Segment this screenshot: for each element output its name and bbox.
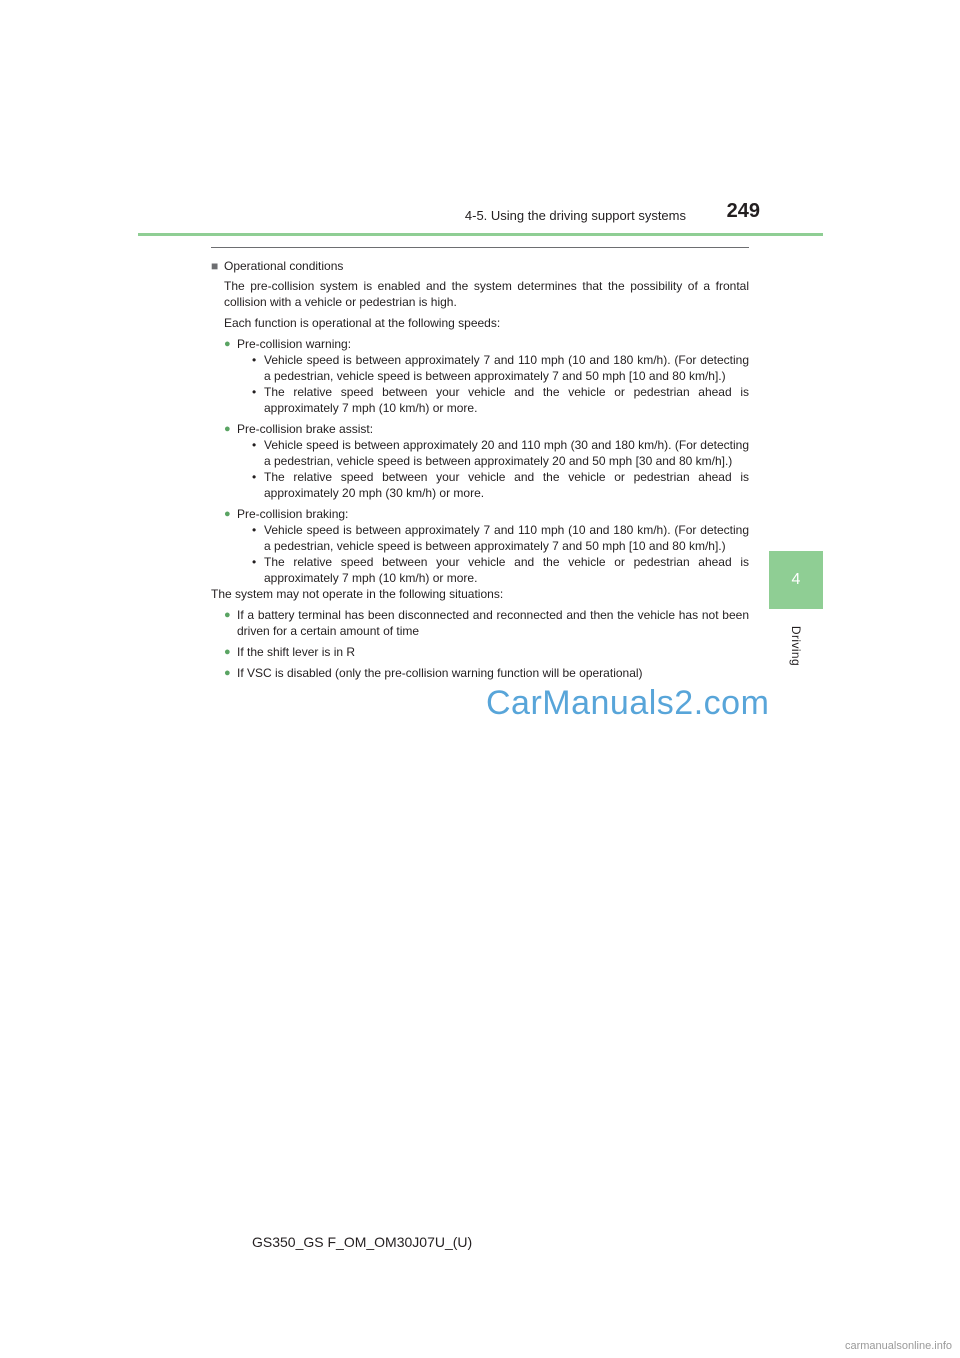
section-heading-text: Operational conditions [224, 259, 344, 273]
section-heading [211, 258, 749, 274]
condition-text: The relative speed between your vehicle and the vehicle or pedestrian ahead is approximately 7 mph (10 km/h) or more. [264, 385, 749, 415]
dot-bullet-icon: • [252, 555, 257, 569]
speeds-intro: Each function is operational at the following speeds: [224, 316, 501, 330]
condition-item [224, 522, 749, 554]
round-bullet-icon: ● [224, 508, 231, 520]
round-bullet-icon: ● [224, 609, 231, 621]
condition-item [224, 554, 749, 586]
page-number: 249 [726, 200, 760, 222]
situation-item [224, 607, 749, 639]
function-name: Pre-collision braking: [237, 507, 349, 521]
chapter-tab [769, 551, 823, 609]
situation-item [224, 644, 749, 660]
function-item [224, 421, 749, 437]
section-content [211, 258, 749, 681]
condition-text: Vehicle speed is between approximately 7 and 110 mph (10 and 180 km/h). (For detecting a pedestrian, vehicle speed is between approximately 7 and 50 mph [10 and 80 km/h].) [264, 523, 749, 553]
intro-paragraph: The pre-collision system is enabled and the system determines that the possibility of a frontal collision with a vehicle or pedestrian is high. [224, 279, 749, 309]
round-bullet-icon: ● [224, 338, 231, 350]
situation-text: If VSC is disabled (only the pre-collision warning function will be operational) [237, 666, 643, 680]
dot-bullet-icon: • [252, 438, 257, 452]
condition-text: The relative speed between your vehicle and the vehicle or pedestrian ahead is approximately 7 mph (10 km/h) or more. [264, 555, 749, 585]
condition-item [224, 469, 749, 501]
condition-item [224, 437, 749, 469]
dot-bullet-icon: • [252, 353, 257, 367]
function-name: Pre-collision brake assist: [237, 422, 374, 436]
document-code: GS350_GS F_OM_OM30J07U_(U) [252, 1234, 473, 1250]
condition-text: Vehicle speed is between approximately 20 and 110 mph (30 and 180 km/h). (For detecting a pedestrian, vehicle speed is between approximately 20 and 50 mph [30 and 80 km/h].) [264, 438, 749, 468]
round-bullet-icon: ● [224, 423, 231, 435]
condition-item [224, 384, 749, 416]
situation-text: If the shift lever is in R [237, 645, 356, 659]
dot-bullet-icon: • [252, 385, 257, 399]
function-item [224, 336, 749, 352]
watermark-logo: CarManuals2.com [486, 684, 770, 722]
chapter-number: 4 [791, 571, 801, 588]
dot-bullet-icon: • [252, 470, 257, 484]
situation-item [224, 665, 749, 681]
condition-text: The relative speed between your vehicle and the vehicle or pedestrian ahead is approximately 20 mph (30 km/h) or more. [264, 470, 749, 500]
round-bullet-icon: ● [224, 667, 231, 679]
round-bullet-icon: ● [224, 646, 231, 658]
condition-text: Vehicle speed is between approximately 7 and 110 mph (10 and 180 km/h). (For detecting a pedestrian, vehicle speed is between approximately 7 and 50 mph [10 and 80 km/h].) [264, 353, 749, 383]
condition-item [224, 352, 749, 384]
header-section-title: 4-5. Using the driving support systems [464, 208, 686, 223]
dot-bullet-icon: • [252, 523, 257, 537]
chapter-label: Driving [789, 625, 803, 667]
function-name: Pre-collision warning: [237, 337, 352, 351]
function-item [224, 506, 749, 522]
section-rule [211, 247, 749, 248]
header-rule [138, 233, 823, 236]
situation-text: If a battery terminal has been disconnected and reconnected and then the vehicle has not been driven for a certain amount of time [237, 608, 749, 638]
not-operate-intro: The system may not operate in the following situations: [211, 587, 504, 601]
square-bullet-icon: ■ [211, 259, 219, 273]
site-watermark[interactable]: carmanualsonline.info [844, 1340, 952, 1352]
